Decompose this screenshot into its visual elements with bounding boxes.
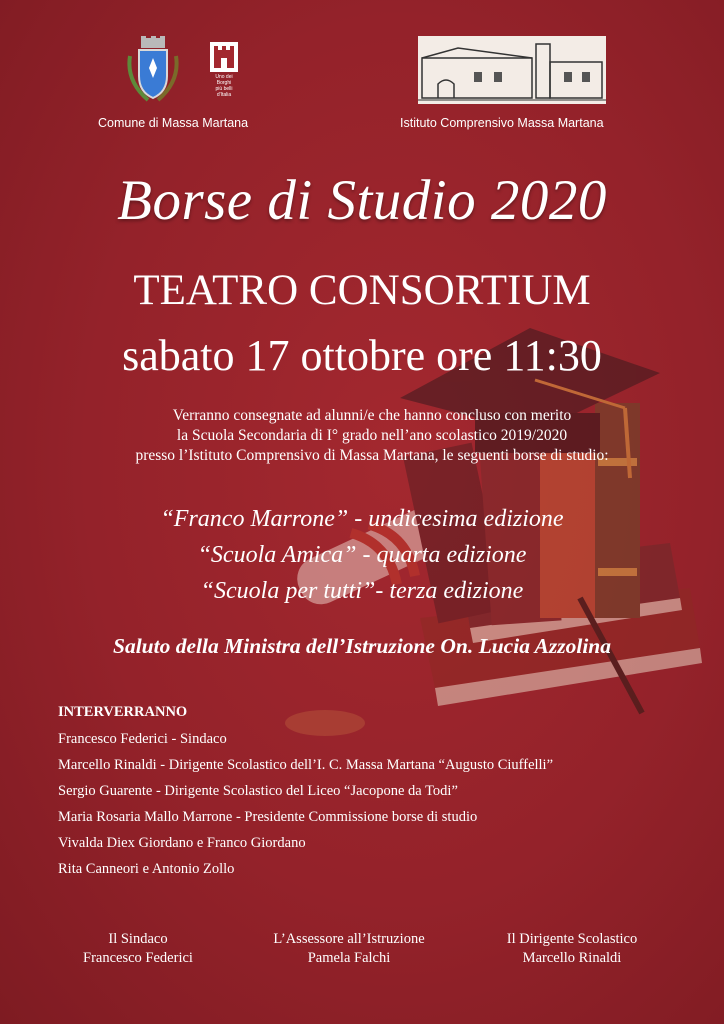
speakers-heading: INTERVERRANNO <box>58 704 188 720</box>
signature-role: Il Dirigente Scolastico <box>506 931 638 947</box>
svg-text:Uno dei: Uno dei <box>215 74 233 80</box>
svg-text:più belli: più belli <box>215 86 233 92</box>
intro-line: presso l’Istituto Comprensivo di Massa Martana, le seguenti borse di studio: <box>135 447 609 464</box>
intro-line: Verranno consegnate ad alunni/e che hanno concluso con merito <box>172 407 572 424</box>
tower-icon <box>210 42 238 102</box>
signature-role: Il Sindaco <box>108 931 168 947</box>
svg-text:d'Italia: d'Italia <box>216 92 232 98</box>
award-scuola-per-tutti: “Scuola per tutti”- terza edizione <box>200 578 524 604</box>
award-franco-marrone: “Franco Marrone” - undicesima edizione <box>160 506 564 532</box>
minister-greeting: Saluto della Ministra dell’Istruzione On. Lucia Azzolina <box>113 634 611 658</box>
speaker-item: Francesco Federici - Sindaco <box>58 731 227 747</box>
venue-heading: TEATRO CONSORTIUM <box>133 267 591 314</box>
event-date: sabato 17 ottobre ore 11:30 <box>122 331 602 380</box>
signature-role: L’Assessore all’Istruzione <box>273 931 425 947</box>
speaker-item: Vivalda Diex Giordano e Franco Giordano <box>58 835 306 851</box>
speaker-item: Rita Canneori e Antonio Zollo <box>58 861 235 877</box>
comune-caption: Comune di Massa Martana <box>98 116 249 130</box>
intro-line: la Scuola Secondaria di I° grado nell’ano scolastico 2019/2020 <box>176 427 568 444</box>
speakers-list <box>58 729 553 885</box>
signature-assessore <box>249 930 449 968</box>
speaker-item: Sergio Guarente - Dirigente Scolastico del Liceo “Jacopone da Todi” <box>58 783 458 799</box>
crest-icon <box>126 36 180 106</box>
building-drawing <box>418 36 606 104</box>
istituto-caption: Istituto Comprensivo Massa Martana <box>400 116 604 130</box>
signature-name: Francesco Federici <box>83 950 193 966</box>
award-scuola-amica: “Scuola Amica” - quarta edizione <box>197 542 527 568</box>
speaker-item: Maria Rosaria Mallo Marrone - Presidente Commissione borse di studio <box>58 809 478 825</box>
speaker-item: Marcello Rinaldi - Dirigente Scolastico dell’I. C. Massa Martana “Augusto Ciuffelli” <box>58 757 554 773</box>
signature-dirigente <box>472 930 672 968</box>
signature-sindaco <box>38 930 238 968</box>
page-title: Borse di Studio 2020 <box>117 169 607 232</box>
signature-name: Pamela Falchi <box>307 950 391 966</box>
intro-paragraph <box>60 406 684 466</box>
signature-name: Marcello Rinaldi <box>522 950 622 966</box>
svg-text:Borghi: Borghi <box>216 80 232 86</box>
